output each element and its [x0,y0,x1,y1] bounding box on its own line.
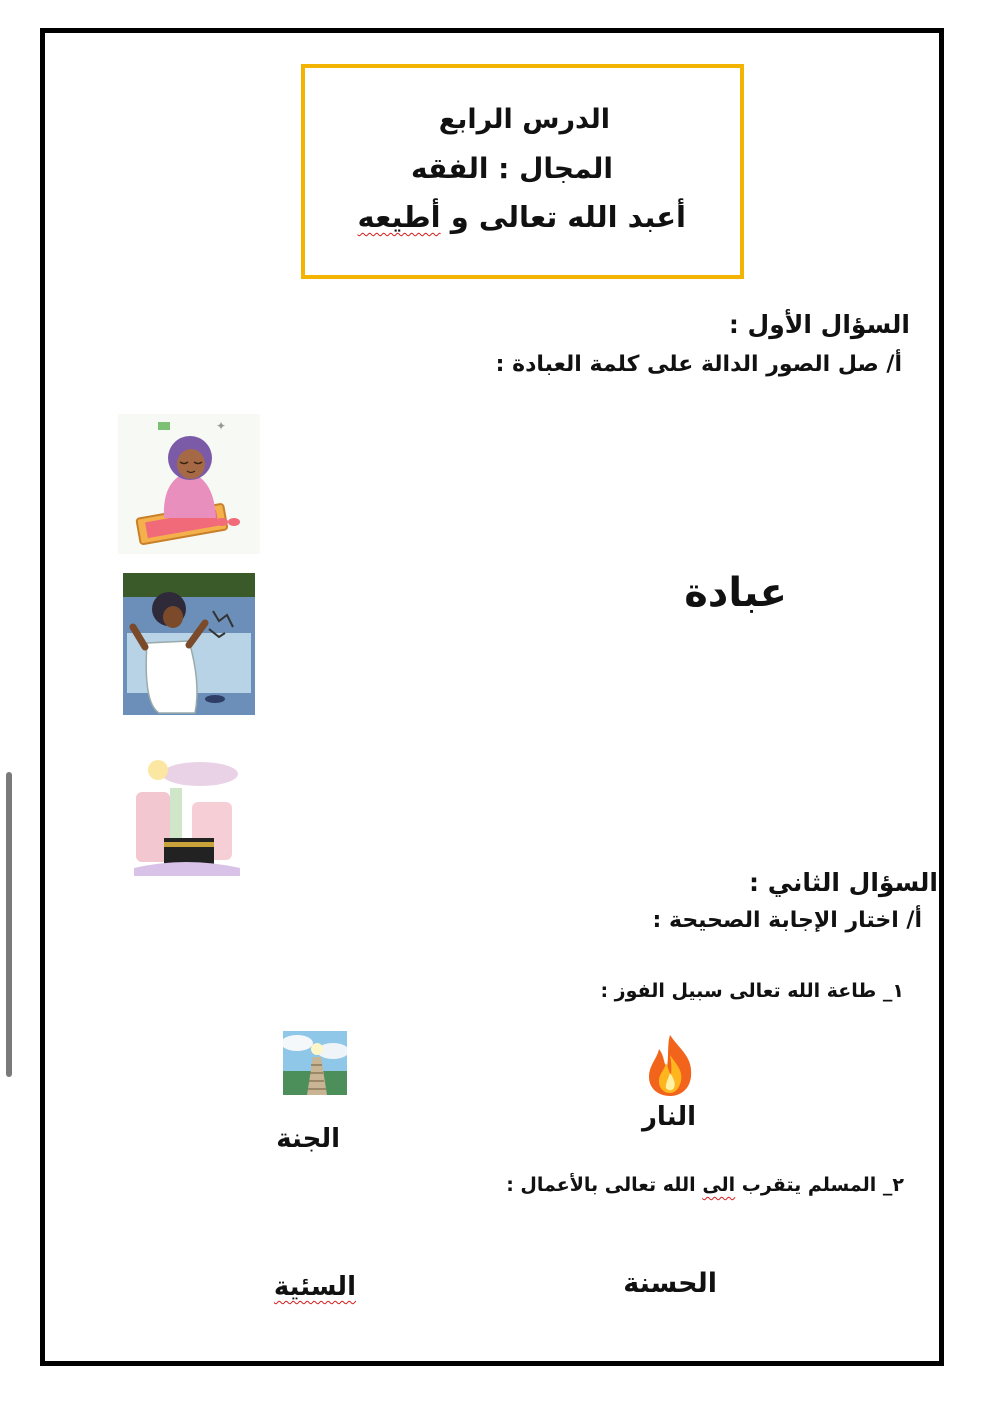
svg-text:✦: ✦ [216,419,227,433]
worship-word: عبادة [684,570,787,616]
kaaba-icon [128,752,246,882]
item2-text-flag: الى [702,1174,736,1196]
paradise-stairs-icon [283,1031,347,1095]
lesson-title [358,200,686,234]
option-fire[interactable]: النار [641,1102,696,1132]
question2-item1-text: ١_ طاعة الله تعالى سبيل الفوز : [600,980,904,1002]
option-bad-deeds[interactable]: السئية [273,1272,356,1302]
girl-praying-icon [118,414,260,554]
lesson-title-main: أعبد الله تعالى و [440,200,686,234]
question2-item2-text [506,1174,904,1196]
boy-at-wall-icon [123,573,255,715]
question1-heading: السؤال الأول : [728,310,910,339]
lesson-title-tail: أطيعه [357,200,441,234]
item2-text-start: ٢_ المسلم يتقرب [735,1174,904,1196]
question2-heading: السؤال الثاني : [749,868,938,897]
scrollbar[interactable] [6,772,12,1077]
lesson-domain: المجال : الفقه [411,152,613,185]
question1-instruction: أ/ صل الصور الدالة على كلمة العبادة : [495,352,902,377]
lesson-number: الدرس الرابع [438,104,610,135]
option-good-deeds[interactable]: الحسنة [623,1268,717,1299]
question2-instruction: أ/ اختار الإجابة الصحيحة : [652,908,922,933]
item2-text-end: الله تعالى بالأعمال : [506,1174,703,1196]
option-paradise[interactable]: الجنة [276,1124,340,1154]
fire-icon [641,1033,699,1097]
